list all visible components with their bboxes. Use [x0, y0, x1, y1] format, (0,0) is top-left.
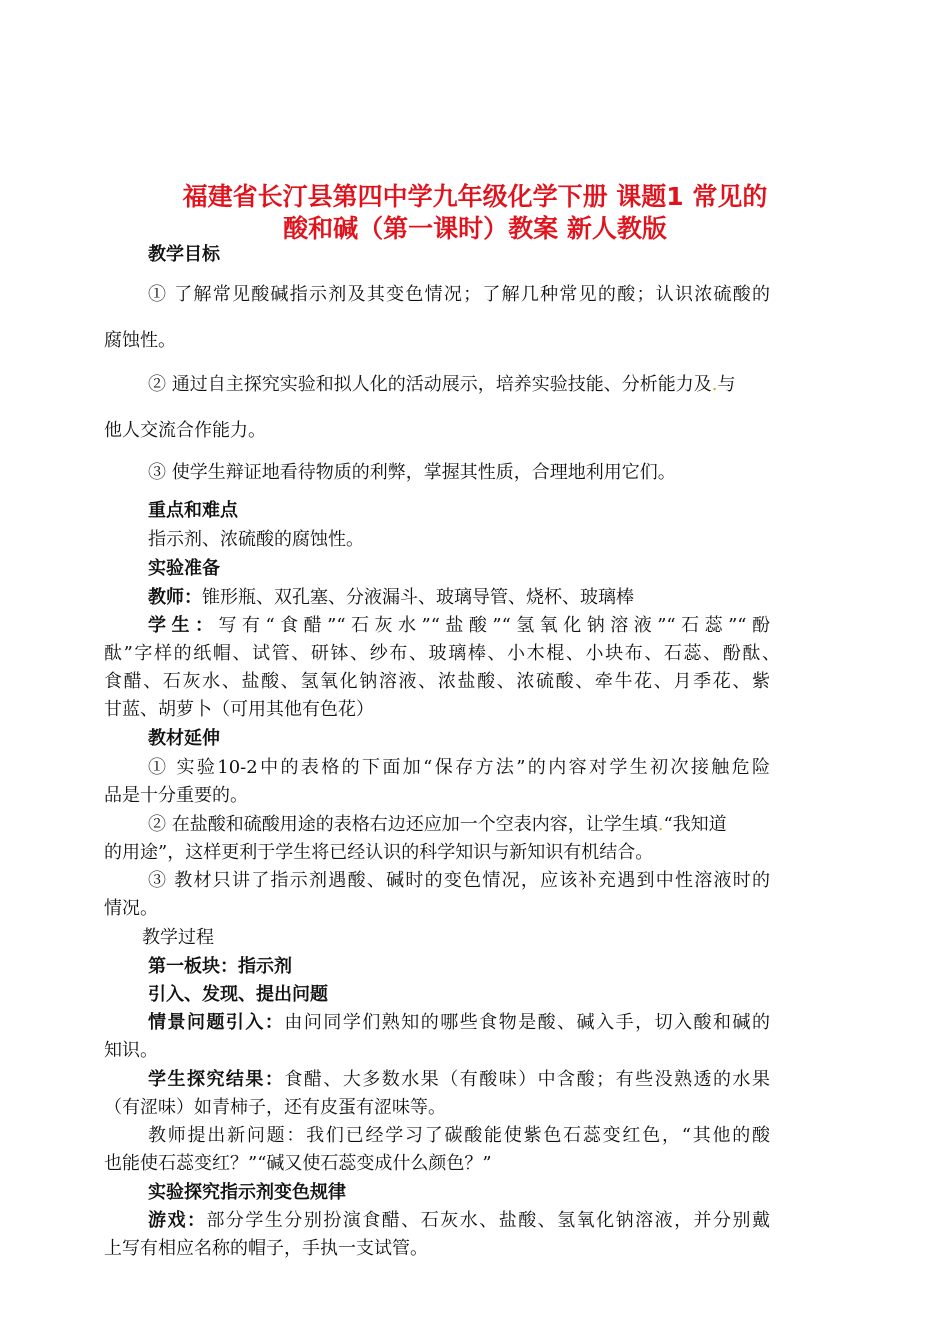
- extension-2-line-2: 的用途”，这样更利于学生将已经认识的科学知识与新知识有机结合。: [104, 842, 654, 863]
- objectives-heading: 教学目标: [148, 244, 220, 265]
- extension-1-line-1: ① 实验10-2中的表格的下面加“保存方法”的内容对学生初次接触危险: [148, 757, 770, 778]
- extension-3-line-2: 情况。: [104, 898, 158, 919]
- intro-line-1: 情景问题引入：由问同学们熟知的哪些食物是酸、碱入手，切入酸和碱的: [148, 1012, 771, 1033]
- subsection-intro-heading: 引入、发现、提出问题: [148, 984, 328, 1005]
- teacher-question-line-2: 也能使石蕊变红？”“碱又使石蕊变成什么颜色？”: [104, 1153, 492, 1174]
- prep-heading: 实验准备: [148, 558, 220, 579]
- subsection-experiment-heading: 实验探究指示剂变色规律: [148, 1182, 346, 1203]
- game-line-2: 上写有相应名称的帽子，手执一支试管。: [104, 1238, 428, 1259]
- objective-1-line-2: 腐蚀性。: [104, 330, 176, 351]
- extension-3-line-1: ③ 教材只讲了指示剂遇酸、碱时的变色情况，应该补充遇到中性溶液时的: [148, 870, 770, 891]
- result-line-1: 学生探究结果：食醋、大多数水果（有酸味）中含酸；有些没熟透的水果: [148, 1069, 771, 1090]
- document-title-line-1: 福建省长汀县第四中学九年级化学下册 课题1 常见的: [182, 182, 768, 211]
- document-title-line-2: 酸和碱（第一课时）教案 新人教版: [283, 214, 667, 243]
- result-line-2: （有涩味）如青柿子，还有皮蛋有涩味等。: [104, 1097, 446, 1118]
- prep-student-line-4: 甘蓝、胡萝卜（可用其他有色花）: [104, 699, 374, 720]
- teacher-question-line-1: 教师提出新问题：我们已经学习了碳酸能使紫色石蕊变红色，“其他的酸: [148, 1125, 770, 1146]
- game-line-1: 游戏：部分学生分别扮演食醋、石灰水、盐酸、氢氧化钠溶液，并分别戴: [148, 1210, 770, 1231]
- keypoints-text: 指示剂、浓硫酸的腐蚀性。: [148, 529, 364, 550]
- process-heading: 教学过程: [142, 927, 214, 948]
- extension-heading: 教材延伸: [148, 728, 220, 749]
- block-1-heading: 第一板块：指示剂: [148, 956, 292, 977]
- extension-1-line-2: 品是十分重要的。: [104, 785, 248, 806]
- objective-2-line-1: ② 通过自主探究实验和拟人化的活动展示，培养实验技能、分析能力及.与: [148, 374, 736, 395]
- prep-student-line-2: 酞”字样的纸帽、试管、研钵、纱布、玻璃棒、小木棍、小块布、石蕊、酚酞、: [104, 643, 780, 664]
- prep-student-line-1: 学生：写有“食醋”“石灰水”“盐酸”“氢氧化钠溶液”“石蕊”“酚: [148, 615, 770, 636]
- objective-2-line-2: 他人交流合作能力。: [104, 420, 266, 441]
- prep-student-line-3: 食醋、石灰水、盐酸、氢氧化钠溶液、浓盐酸、浓硫酸、牵牛花、月季花、紫: [104, 671, 770, 692]
- objective-3: ③ 使学生辩证地看待物质的利弊，掌握其性质，合理地利用它们。: [148, 462, 676, 483]
- prep-teacher: 教师：锥形瓶、双孔塞、分液漏斗、玻璃导管、烧杯、玻璃棒: [148, 587, 634, 608]
- objective-1-line-1: ① 了解常见酸碱指示剂及其变色情况；了解几种常见的酸；认识浓硫酸的: [148, 284, 770, 305]
- intro-line-2: 知识。: [104, 1040, 158, 1061]
- keypoints-heading: 重点和难点: [148, 500, 238, 521]
- extension-2-line-1: ② 在盐酸和硫酸用途的表格右边还应加一个空表内容，让学生填.“我知道: [148, 814, 727, 835]
